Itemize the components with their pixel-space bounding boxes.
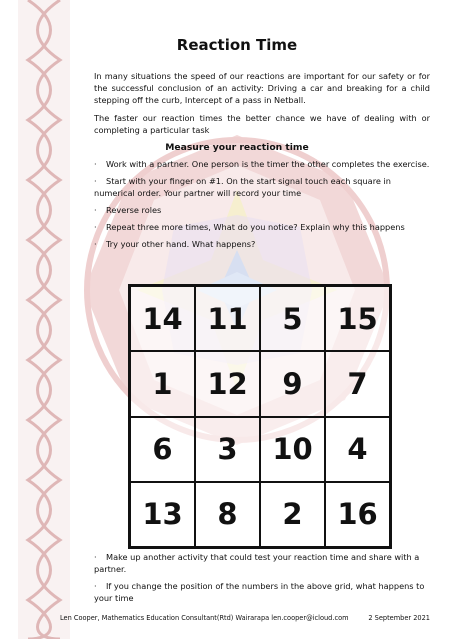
list-item-text: Reverse roles — [106, 205, 162, 215]
list-item — [94, 221, 432, 233]
bullet-marker: · — [94, 159, 97, 169]
list-item-text: Start with your finger on #1. On the start signal touch each square in numerical order. Your partner will record your time — [94, 176, 391, 198]
page-footer — [60, 614, 430, 622]
grid-cell[interactable]: 4 — [325, 417, 390, 482]
bullet-marker: · — [94, 239, 97, 249]
list-item-text: Make up another activity that could test your reaction time and share with a partner. — [94, 552, 420, 574]
list-item — [94, 204, 432, 216]
bullet-marker: · — [94, 552, 97, 562]
follow-up-list — [94, 551, 432, 609]
intro-paragraph-1: In many situations the speed of our reactions are important for our safety or for the successful conclusion of an activity: Driving a car and breaking for a child stepping off the curb, Intercept of a pass in Netball. — [94, 71, 430, 105]
grid-cell[interactable]: 10 — [260, 417, 325, 482]
list-item-text: Try your other hand. What happens? — [106, 239, 256, 249]
list-item-text: If you change the position of the numbers in the above grid, what happens to your time — [94, 581, 425, 603]
bullet-marker: · — [94, 205, 97, 215]
list-item — [94, 580, 432, 604]
list-item — [94, 238, 432, 250]
grid-cell[interactable]: 12 — [195, 351, 260, 416]
bullet-marker: · — [94, 581, 97, 591]
list-item — [94, 175, 432, 199]
grid-cell[interactable]: 6 — [130, 417, 195, 482]
grid-cell[interactable]: 1 — [130, 351, 195, 416]
grid-cell[interactable]: 14 — [130, 286, 195, 351]
instruction-list — [94, 158, 432, 255]
bullet-marker: · — [94, 176, 97, 186]
list-item-text: Work with a partner. One person is the timer the other completes the exercise. — [106, 159, 430, 169]
footer-author: Len Cooper, Mathematics Education Consultant(Rtd) Wairarapa len.cooper@icloud.com — [60, 614, 349, 622]
grid-cell[interactable]: 15 — [325, 286, 390, 351]
grid-cell[interactable]: 2 — [260, 482, 325, 547]
section-subtitle: Measure your reaction time — [165, 142, 309, 153]
list-item — [94, 158, 432, 170]
grid-cell[interactable]: 5 — [260, 286, 325, 351]
list-item — [94, 551, 432, 575]
number-grid — [128, 284, 392, 549]
grid-cell[interactable]: 16 — [325, 482, 390, 547]
grid-cell[interactable]: 7 — [325, 351, 390, 416]
list-item-text: Repeat three more times, What do you notice? Explain why this happens — [106, 222, 405, 232]
page-title: Reaction Time — [176, 36, 298, 54]
bullet-marker: · — [94, 222, 97, 232]
grid-cell[interactable]: 13 — [130, 482, 195, 547]
grid-cell[interactable]: 9 — [260, 351, 325, 416]
grid-cell[interactable]: 3 — [195, 417, 260, 482]
grid-cell[interactable]: 8 — [195, 482, 260, 547]
grid-cell[interactable]: 11 — [195, 286, 260, 351]
footer-date: 2 September 2021 — [368, 614, 430, 622]
intro-paragraph-2: The faster our reaction times the better chance we have of dealing with or completing a particular task — [94, 113, 430, 135]
